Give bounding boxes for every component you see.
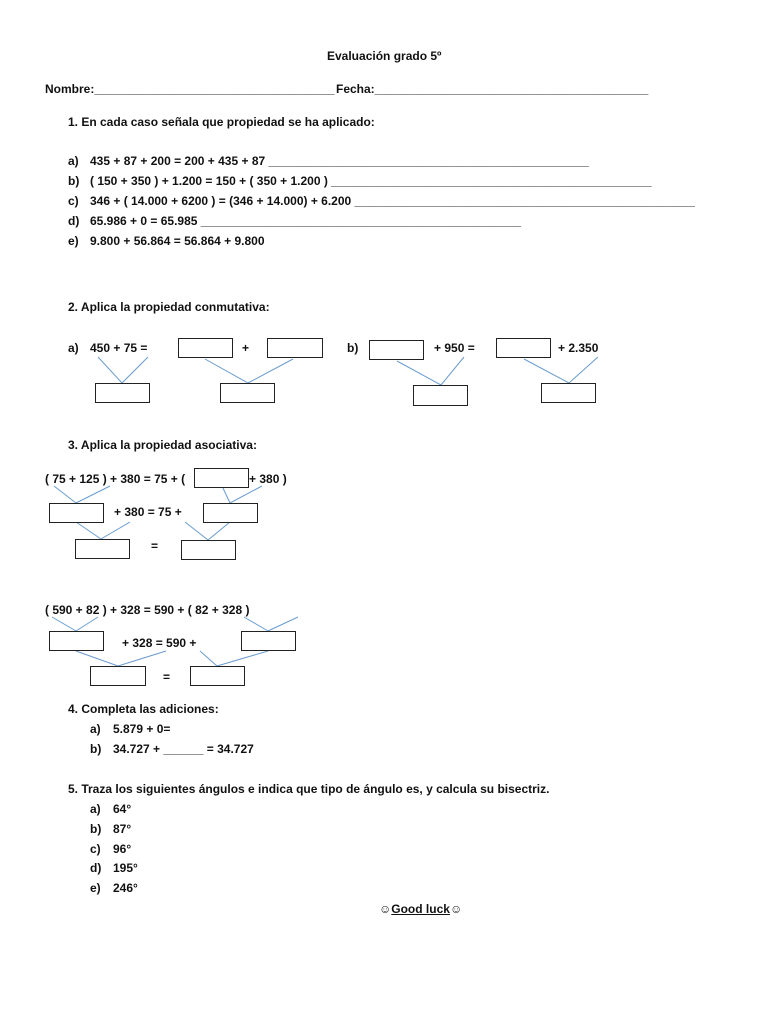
q1-title: 1. En cada caso señala que propiedad se ha aplicado: [68,115,375,129]
item-text: 87° [113,822,132,836]
item-letter: b) [68,174,80,188]
q3-title: 3. Aplica la propiedad asociativa: [68,438,257,452]
answer-box[interactable] [95,383,150,403]
q3-ex1-eq: = [151,539,159,553]
answer-box[interactable] [541,383,596,403]
q2-b-label: b) [347,341,359,355]
q3-ex2-line1: ( 590 + 82 ) + 328 = 590 + ( 82 + 328 ) [45,603,250,617]
answer-box[interactable] [49,631,104,651]
q2-b-plus1: + 950 = [434,341,475,355]
item-letter: e) [90,881,101,895]
answer-box[interactable] [49,503,104,523]
answer-box[interactable] [496,338,551,358]
answer-box[interactable] [241,631,296,651]
item-letter: c) [68,194,79,208]
item-text: 65.986 + 0 = 65.985 ________________________________________________ [90,214,522,228]
answer-box[interactable] [194,468,249,488]
q2-a-expr: 450 + 75 = [90,341,148,355]
answer-box[interactable] [75,539,130,559]
item-letter: a) [90,722,101,736]
q3-ex1-line1-left: ( 75 + 125 ) + 380 = 75 + ( [45,472,186,486]
answer-box[interactable] [90,666,146,686]
item-letter: d) [68,214,80,228]
q2-a-label: a) [68,341,79,355]
q3-ex2-eq: = [163,670,171,684]
q3-ex1-line2: + 380 = 75 + [114,505,182,519]
item-text: 5.879 + 0= [113,722,171,736]
q2-b-plus2: + 2.350 [558,341,599,355]
page-title: Evaluación grado 5º [327,49,442,63]
q2-a-plus: + [242,341,250,355]
item-text: 96° [113,842,132,856]
item-letter: b) [90,822,102,836]
nombre-field: Nombre:____________________________________ [45,82,335,96]
good-luck-text: Good luck [391,902,450,916]
answer-box[interactable] [190,666,245,686]
item-text: 246° [113,881,138,895]
fecha-field: Fecha:_________________________________________ [336,82,649,96]
item-letter: c) [90,842,101,856]
answer-box[interactable] [267,338,323,358]
item-text: 34.727 + ______ = 34.727 [113,742,254,756]
item-letter: d) [90,861,102,875]
answer-box[interactable] [178,338,233,358]
smiley-icon: ☺ [449,902,463,916]
item-letter: e) [68,234,79,248]
q3-ex1-line1-right: + 380 ) [249,472,287,486]
answer-box[interactable] [369,340,424,360]
item-text: 195° [113,861,138,875]
item-text: 346 + ( 14.000 + 6200 ) = (346 + 14.000) + 6.200 ___________________________________________________ [90,194,695,208]
item-text: 64° [113,802,132,816]
answer-box[interactable] [203,503,258,523]
smiley-icon: ☺ [379,902,392,916]
item-letter: b) [90,742,102,756]
item-text: 435 + 87 + 200 = 200 + 435 + 87 ________________________________________________ [90,154,589,168]
item-letter: a) [68,154,79,168]
q5-title: 5. Traza los siguientes ángulos e indica que tipo de ángulo es, y calcula su bisectriz. [68,782,550,796]
item-text: ( 150 + 350 ) + 1.200 = 150 + ( 350 + 1.200 ) ________________________________________________ [90,174,652,188]
q2-title: 2. Aplica la propiedad conmutativa: [68,300,270,314]
footer [379,902,462,916]
answer-box[interactable] [413,385,468,406]
q3-ex2-line2: + 328 = 590 + [122,636,197,650]
q4-title: 4. Completa las adiciones: [68,702,219,716]
item-text: 9.800 + 56.864 = 56.864 + 9.800 [90,234,265,248]
answer-box[interactable] [181,540,236,560]
item-letter: a) [90,802,101,816]
answer-box[interactable] [220,383,275,403]
